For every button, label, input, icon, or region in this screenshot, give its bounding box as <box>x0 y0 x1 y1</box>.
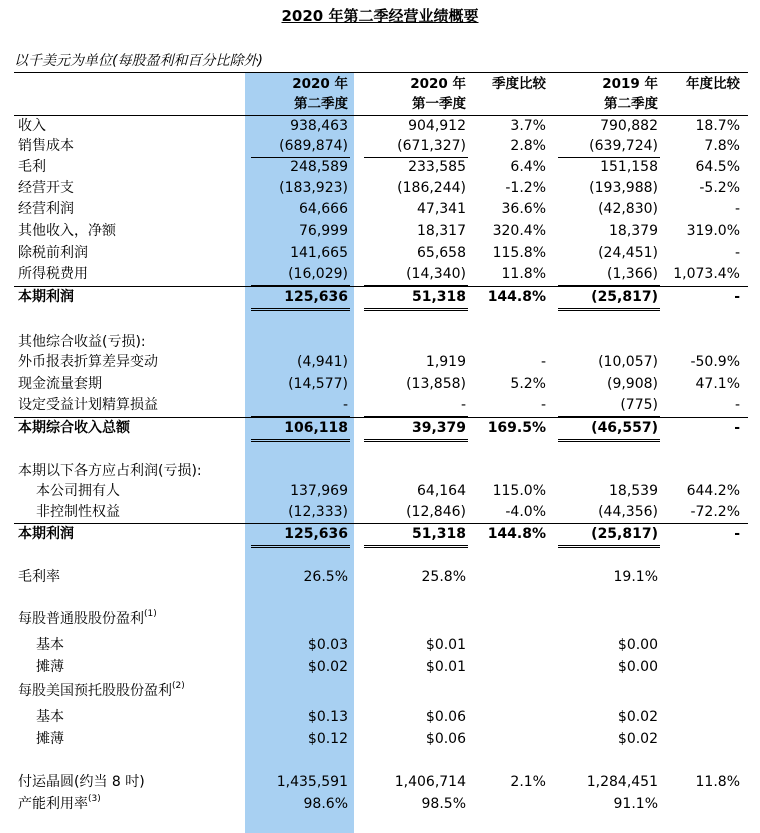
cell-c3 <box>470 729 546 750</box>
table-row <box>0 657 760 678</box>
table-row <box>0 136 760 157</box>
cell-c1: $0.03 <box>307 637 348 653</box>
row-rule <box>14 417 748 418</box>
cell-c1: (16,029) <box>288 266 348 282</box>
table-row <box>0 243 760 264</box>
cell-c3 <box>470 681 546 702</box>
table-row <box>0 332 760 353</box>
cell-c3 <box>470 609 546 630</box>
header-2020q1: 2020 年 第一季度 <box>410 76 466 112</box>
table-row <box>0 395 760 416</box>
cell-c2: 51,318 <box>411 526 466 542</box>
table-row <box>0 287 760 308</box>
table-row <box>0 681 760 702</box>
header-qoq: 季度比较 <box>492 76 546 92</box>
cell-c3: 2.1% <box>510 774 546 790</box>
row-label: 本公司拥有人 <box>36 483 120 499</box>
row-label: 所得税费用 <box>18 266 88 282</box>
cell-c2: 904,912 <box>408 118 466 134</box>
cell-c2: $0.06 <box>425 709 466 725</box>
cell-c5: - <box>734 289 740 305</box>
cell-c2 <box>358 681 466 702</box>
cell-c3 <box>470 567 546 588</box>
cell-c4: (42,830) <box>598 201 658 217</box>
table-row <box>0 264 760 285</box>
row-label: 其他综合收益(亏损): <box>18 334 146 350</box>
cell-c4: (46,557) <box>591 420 658 436</box>
cell-c3 <box>470 332 546 353</box>
table-row <box>0 502 760 523</box>
cell-c4 <box>552 332 658 353</box>
cell-c3: 115.0% <box>492 483 546 499</box>
table-row <box>0 199 760 220</box>
table-row <box>0 772 760 793</box>
row-label: 每股美国预托股股份盈利$^{(2)}$ <box>18 681 185 699</box>
cell-c2: 51,318 <box>411 289 466 305</box>
cell-c5 <box>662 567 740 588</box>
row-label: 其他收入，净额 <box>18 223 116 239</box>
cell-c2: $0.06 <box>425 731 466 747</box>
underline-rule <box>558 441 660 442</box>
cell-c3: 144.8% <box>487 289 546 305</box>
cell-c4: 1,284,451 <box>586 774 658 790</box>
cell-c1: 141,665 <box>290 245 348 261</box>
cell-c4: 19.1% <box>613 569 658 585</box>
cell-c3 <box>470 461 546 482</box>
cell-c3: 320.4% <box>492 223 546 239</box>
cell-c5: -72.2% <box>690 504 740 520</box>
table-row <box>0 352 760 373</box>
cell-c5: 64.5% <box>695 159 740 175</box>
cell-c5: 644.2% <box>686 483 740 499</box>
cell-c1 <box>245 681 348 702</box>
cell-c4: (10,057) <box>598 354 658 370</box>
cell-c3: - <box>540 354 546 370</box>
cell-c2: 233,585 <box>408 159 466 175</box>
cell-c3: - <box>540 397 546 413</box>
table-row <box>0 481 760 502</box>
cell-c5 <box>662 609 740 630</box>
table-row <box>0 221 760 242</box>
cell-c3: 6.4% <box>510 159 546 175</box>
cell-c5 <box>662 635 740 656</box>
cell-c3 <box>470 635 546 656</box>
row-rule <box>14 523 748 524</box>
cell-c1: 125,636 <box>284 526 348 542</box>
cell-c2: 65,658 <box>417 245 466 261</box>
cell-c2: $0.01 <box>425 659 466 675</box>
table-row <box>0 635 760 656</box>
cell-c2 <box>358 461 466 482</box>
table-row <box>0 461 760 482</box>
cell-c1: 76,999 <box>299 223 348 239</box>
table-row <box>0 707 760 728</box>
cell-c2: (14,340) <box>406 266 466 282</box>
cell-c1: $0.12 <box>307 731 348 747</box>
row-label: 非控制性权益 <box>36 504 120 520</box>
cell-c2: 25.8% <box>421 569 466 585</box>
row-label: 销售成本 <box>18 138 74 154</box>
cell-c4: $0.00 <box>617 637 658 653</box>
underline-rule <box>364 441 468 442</box>
cell-c1: (183,923) <box>279 180 348 196</box>
underline-rule <box>251 308 350 309</box>
cell-c3: 144.8% <box>487 526 546 542</box>
underline-rule <box>558 308 660 309</box>
cell-c4: (639,724) <box>589 138 658 154</box>
cell-c5 <box>662 657 740 678</box>
cell-c5 <box>662 461 740 482</box>
underline-rule <box>364 310 468 311</box>
cell-c4: (775) <box>620 397 658 413</box>
table-row <box>0 609 760 630</box>
cell-c3: 169.5% <box>487 420 546 436</box>
cell-c5: - <box>734 201 740 217</box>
row-rule <box>14 286 748 287</box>
cell-c4: 18,379 <box>609 223 658 239</box>
cell-c5 <box>662 332 740 353</box>
cell-c1: $0.02 <box>307 659 348 675</box>
cell-c1: - <box>342 397 348 413</box>
cell-c1: 98.6% <box>303 796 348 812</box>
cell-c2: (13,858) <box>406 376 466 392</box>
row-label: 经营利润 <box>18 201 74 217</box>
unit-note: 以千美元为单位(每股盈利和百分比除外) <box>14 53 263 69</box>
cell-c4 <box>552 461 658 482</box>
cell-c3: 36.6% <box>501 201 546 217</box>
underline-rule <box>251 545 350 546</box>
table-row <box>0 374 760 395</box>
cell-c5: - <box>734 245 740 261</box>
underline-rule <box>364 308 468 309</box>
cell-c5 <box>662 794 740 815</box>
cell-c2: 18,317 <box>417 223 466 239</box>
row-label: 基本 <box>36 637 64 653</box>
cell-c5 <box>662 707 740 728</box>
cell-c1: 125,636 <box>284 289 348 305</box>
cell-c4: (9,908) <box>606 376 658 392</box>
cell-c4 <box>552 681 658 702</box>
cell-c1: (689,874) <box>279 138 348 154</box>
cell-c3: 2.8% <box>510 138 546 154</box>
cell-c4: (25,817) <box>591 526 658 542</box>
cell-c5: -5.2% <box>699 180 740 196</box>
table-row <box>0 524 760 545</box>
underline-rule <box>364 157 468 158</box>
cell-c1 <box>245 609 348 630</box>
row-label: 付运晶圆(约当 8 吋) <box>18 774 145 790</box>
cell-c4 <box>552 609 658 630</box>
cell-c5: 47.1% <box>695 376 740 392</box>
underline-rule <box>364 547 468 548</box>
cell-c4: 91.1% <box>613 796 658 812</box>
cell-c3: 3.7% <box>510 118 546 134</box>
table-row <box>0 157 760 178</box>
cell-c3: 5.2% <box>510 376 546 392</box>
header-2020q2: 2020 年 第二季度 <box>292 76 348 112</box>
cell-c1: $0.13 <box>307 709 348 725</box>
cell-c4: 790,882 <box>600 118 658 134</box>
cell-c2: - <box>460 397 466 413</box>
cell-c3 <box>470 657 546 678</box>
cell-c5: 1,073.4% <box>673 266 740 282</box>
cell-c4: $0.00 <box>617 659 658 675</box>
underline-rule <box>251 441 350 442</box>
cell-c5: - <box>734 526 740 542</box>
cell-c5 <box>662 729 740 750</box>
cell-c5: 11.8% <box>695 774 740 790</box>
cell-c2 <box>358 609 466 630</box>
cell-c2 <box>358 332 466 353</box>
cell-c1: 64,666 <box>299 201 348 217</box>
cell-c2: 1,919 <box>425 354 466 370</box>
row-label: 本期利润 <box>18 526 74 542</box>
underline-rule <box>364 439 468 440</box>
cell-c5: 319.0% <box>686 223 740 239</box>
cell-c5: 7.8% <box>704 138 740 154</box>
table-row <box>0 567 760 588</box>
cell-c1: (4,941) <box>296 354 348 370</box>
cell-c2: 98.5% <box>421 796 466 812</box>
row-label: 本期以下各方应占利润(亏损): <box>18 463 202 479</box>
cell-c1: 137,969 <box>290 483 348 499</box>
footnote-marker: (2) <box>172 681 185 691</box>
underline-rule <box>251 439 350 440</box>
header-2019q2: 2019 年 第二季度 <box>602 76 658 112</box>
cell-c1: 1,435,591 <box>276 774 348 790</box>
cell-c4: 18,539 <box>609 483 658 499</box>
cell-c3: 115.8% <box>492 245 546 261</box>
cell-c1: 938,463 <box>290 118 348 134</box>
cell-c3: -1.2% <box>505 180 546 196</box>
cell-c2: $0.01 <box>425 637 466 653</box>
cell-c2: (12,846) <box>406 504 466 520</box>
cell-c1: (14,577) <box>288 376 348 392</box>
cell-c3: 11.8% <box>501 266 546 282</box>
table-row <box>0 418 760 439</box>
cell-c4: $0.02 <box>617 731 658 747</box>
cell-c2: 39,379 <box>411 420 466 436</box>
cell-c1: 106,118 <box>284 420 348 436</box>
row-label: 摊薄 <box>36 731 64 747</box>
cell-c2: 64,164 <box>417 483 466 499</box>
underline-rule <box>558 157 660 158</box>
underline-rule <box>364 545 468 546</box>
cell-c5: - <box>734 397 740 413</box>
cell-c3 <box>470 707 546 728</box>
underline-rule <box>251 157 350 158</box>
row-label: 设定受益计划精算损益 <box>18 397 158 413</box>
underline-rule <box>558 545 660 546</box>
underline-rule <box>251 547 350 548</box>
table-row <box>0 729 760 750</box>
underline-rule <box>251 310 350 311</box>
row-label: 外币报表折算差异变动 <box>18 354 158 370</box>
cell-c3 <box>470 794 546 815</box>
cell-c4: (44,356) <box>598 504 658 520</box>
row-label: 产能利用率$^{(3)}$ <box>18 794 101 812</box>
underline-rule <box>558 310 660 311</box>
cell-c1: 26.5% <box>303 569 348 585</box>
cell-c4: $0.02 <box>617 709 658 725</box>
header-top-rule <box>14 72 748 73</box>
cell-c5: -50.9% <box>690 354 740 370</box>
report-title: 2020 年第二季经营业绩概要 <box>281 7 479 25</box>
footnote-marker: (1) <box>144 609 157 619</box>
row-label: 现金流量套期 <box>18 376 102 392</box>
cell-c1 <box>245 332 348 353</box>
underline-rule <box>558 547 660 548</box>
row-label: 除税前利润 <box>18 245 88 261</box>
row-label: 毛利率 <box>18 569 60 585</box>
table-row <box>0 116 760 137</box>
cell-c2: 47,341 <box>417 201 466 217</box>
cell-c4: 151,158 <box>600 159 658 175</box>
row-label: 经营开支 <box>18 180 74 196</box>
row-label: 本期利润 <box>18 289 74 305</box>
row-label: 基本 <box>36 709 64 725</box>
underline-rule <box>558 439 660 440</box>
row-label: 毛利 <box>18 159 46 175</box>
header-yoy: 年度比较 <box>686 76 740 92</box>
cell-c3: -4.0% <box>505 504 546 520</box>
cell-c2: (671,327) <box>397 138 466 154</box>
cell-c2: 1,406,714 <box>394 774 466 790</box>
cell-c2: (186,244) <box>397 180 466 196</box>
cell-c4: (193,988) <box>589 180 658 196</box>
cell-c1: (12,333) <box>288 504 348 520</box>
cell-c4: (24,451) <box>598 245 658 261</box>
table-row <box>0 794 760 815</box>
footnote-marker: (3) <box>88 794 101 804</box>
cell-c1 <box>245 461 348 482</box>
table-row <box>0 178 760 199</box>
cell-c5: - <box>734 420 740 436</box>
cell-c1: 248,589 <box>290 159 348 175</box>
cell-c4: (1,366) <box>606 266 658 282</box>
row-label: 收入 <box>18 118 46 134</box>
cell-c5: 18.7% <box>695 118 740 134</box>
cell-c4: (25,817) <box>591 289 658 305</box>
row-label: 每股普通股股份盈利$^{(1)}$ <box>18 609 157 627</box>
cell-c5 <box>662 681 740 702</box>
row-label: 摊薄 <box>36 659 64 675</box>
row-label: 本期综合收入总额 <box>18 420 130 436</box>
